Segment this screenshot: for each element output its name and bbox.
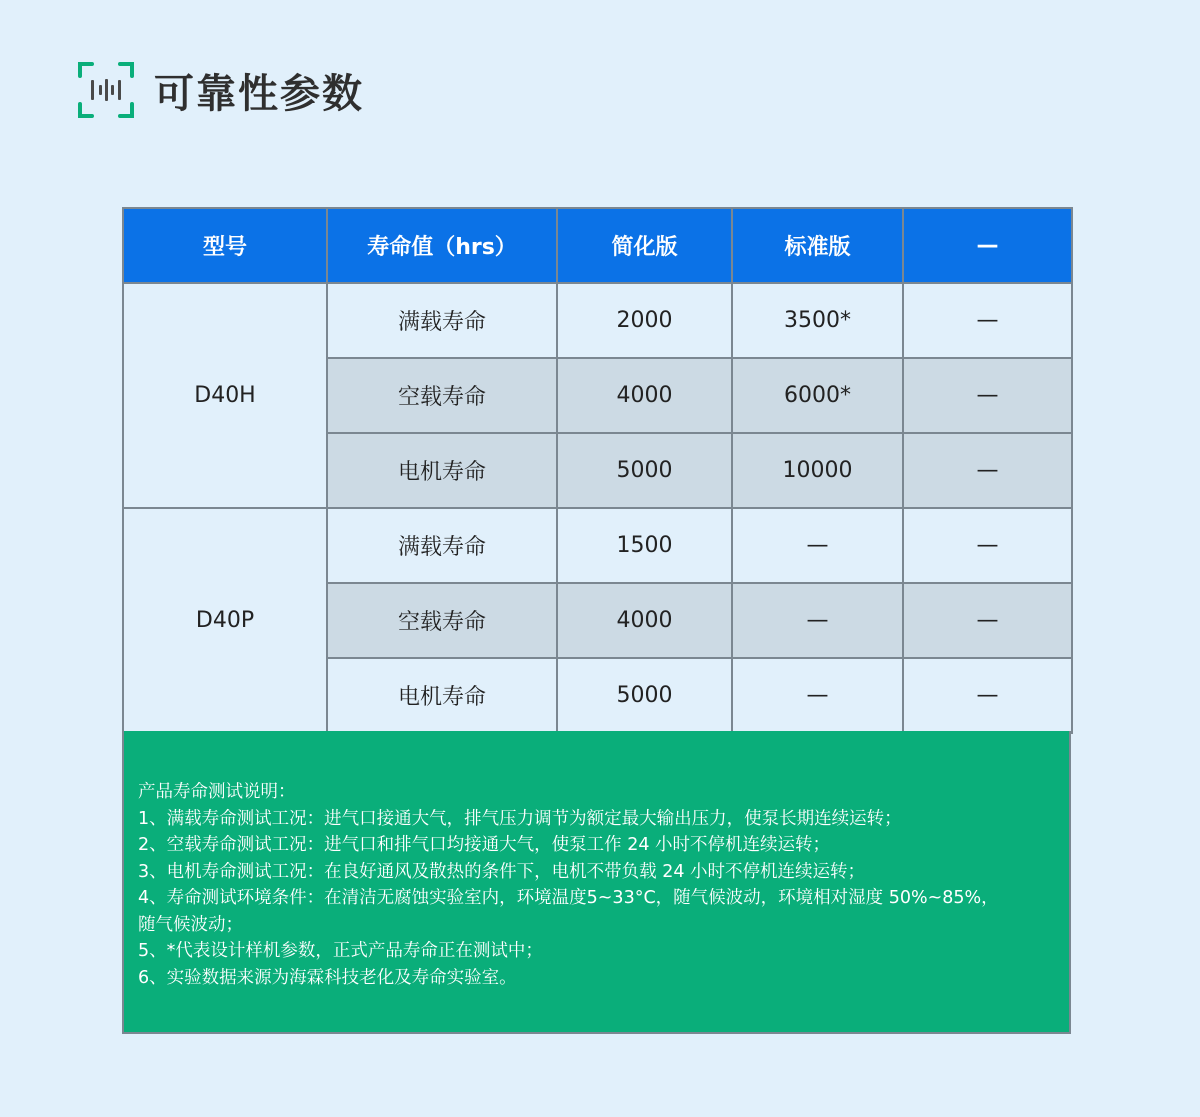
header-standard-version: 标准版 (732, 208, 903, 283)
extra-value-cell: — (903, 583, 1072, 658)
note-item: 2、空载寿命测试工况：进气口和排气口均接通大气，使泵工作 24 小时不停机连续运转； (138, 835, 831, 855)
life-type-cell: 空载寿命 (327, 583, 557, 658)
header-extra: — (903, 208, 1072, 283)
page-title: 可靠性参数 (154, 70, 364, 117)
standard-value-cell: 10000 (732, 433, 903, 508)
note-item: 3、电机寿命测试工况：在良好通风及散热的条件下，电机不带负载 24 小时不停机连续运转； (138, 861, 866, 882)
note-item: 4、寿命测试环境条件：在清洁无腐蚀实验室内，环境温度5~33°C，随气候波动，环境相对湿度 50%~85%， 随气候波动； (138, 888, 999, 935)
model-cell-d40p: D40P (123, 508, 327, 733)
note-item: 5、*代表设计样机参数，正式产品寿命正在测试中； (138, 941, 543, 961)
notes-heading: 产品寿命测试说明： (138, 782, 296, 802)
model-cell-d40h: D40H (123, 283, 327, 508)
standard-value-cell: — (732, 583, 903, 658)
simple-value-cell: 5000 (557, 658, 732, 733)
header-life-value: 寿命值（hrs） (327, 208, 557, 283)
simple-value-cell: 5000 (557, 433, 732, 508)
reliability-table (122, 207, 1073, 734)
standard-value-cell: — (732, 508, 903, 583)
standard-value-cell: — (732, 658, 903, 733)
table-row (123, 508, 1072, 583)
simple-value-cell: 4000 (557, 583, 732, 658)
extra-value-cell: — (903, 433, 1072, 508)
barcode-scan-icon (76, 60, 136, 120)
note-item: 1、满载寿命测试工况：进气口接通大气，排气压力调节为额定最大输出压力，使泵长期连续运转； (138, 808, 902, 829)
extra-value-cell: — (903, 658, 1072, 733)
life-type-cell: 满载寿命 (327, 283, 557, 358)
note-item: 6、实验数据来源为海霖科技老化及寿命实验室。 (138, 967, 517, 988)
extra-value-cell: — (903, 508, 1072, 583)
life-type-cell: 满载寿命 (327, 508, 557, 583)
simple-value-cell: 2000 (557, 283, 732, 358)
header-model: 型号 (123, 208, 327, 283)
header-simple-version: 简化版 (557, 208, 732, 283)
life-type-cell: 空载寿命 (327, 358, 557, 433)
page-header (76, 60, 364, 120)
test-notes-panel (122, 731, 1071, 1034)
standard-value-cell: 3500* (732, 283, 903, 358)
standard-value-cell: 6000* (732, 358, 903, 433)
life-type-cell: 电机寿命 (327, 658, 557, 733)
extra-value-cell: — (903, 358, 1072, 433)
table-row (123, 283, 1072, 358)
life-type-cell: 电机寿命 (327, 433, 557, 508)
simple-value-cell: 1500 (557, 508, 732, 583)
extra-value-cell: — (903, 283, 1072, 358)
simple-value-cell: 4000 (557, 358, 732, 433)
table-header-row (123, 208, 1072, 283)
